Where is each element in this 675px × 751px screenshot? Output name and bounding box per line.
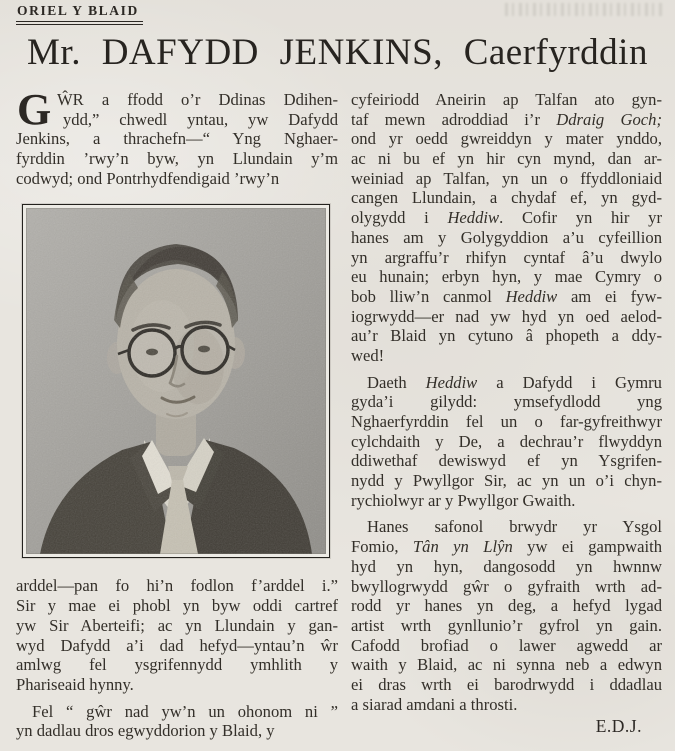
text-line: fyrddin ’rwy’n byw, yn Llundain y’m	[16, 149, 338, 169]
text-line: hyd yn hyn, dangosodd yn hwnnw	[351, 556, 662, 576]
column-left	[16, 85, 338, 741]
page-bleedthrough-artifact	[505, 3, 665, 16]
text-line: waith y Blaid, ac ni synna neb a edwyn	[351, 655, 662, 675]
portrait-photo-illustration	[26, 208, 326, 554]
portrait-photo	[22, 204, 330, 558]
text-line: taf mewn adroddiad i’r Ddraig Goch;	[351, 109, 662, 129]
text-line: Sir y mae ei phobl yn byw oddi cartref	[16, 596, 338, 616]
text-line: Fel “ gŵr nad yw’n un ohonom ni ”	[32, 701, 338, 721]
text-line: au’r Blaid yn cytuno â phopeth a ddy-	[351, 326, 662, 346]
text-line: nydd y Pwyllgor Sir, ac yn un o’i chyn-	[351, 471, 662, 491]
text-line: artist wrth gynllunio’r gyfrol yn gain.	[351, 615, 662, 635]
text-line: rodd yr hanes yn deg, a hefyd lygad	[351, 596, 662, 616]
text-line: iogrwydd—er nad yw hyd yn oed aelod-	[351, 306, 662, 326]
text-line: Jenkins, a thrachefn—“ Yng Nghaer-	[16, 129, 338, 149]
text-line: ac ni bu ef yn hir cyn mynd, dan ar-	[351, 149, 662, 169]
text-line: amlwg fel ysgrifennydd ymhlith y	[16, 655, 338, 675]
paragraph-continuation	[351, 90, 662, 366]
text-line: wyd Dafydd a’i dad hefyd—yntau’n ŵr	[16, 635, 338, 655]
paragraph-intro	[16, 85, 338, 188]
text-line: cangen Llundain, a chydaf ef, yn gyd-	[351, 188, 662, 208]
text-line: ydd,” chwedl yntau, yw Dafydd	[63, 109, 338, 129]
italic-text: Tân yn Llŷn	[412, 537, 513, 557]
text-line: hanes am y Golygyddion a’u cyfeillion	[351, 227, 662, 247]
text-line: weiniad ap Talfan, yn un o ffyddloniaid	[351, 168, 662, 188]
text-line: olygydd i Heddiw. Cofir yn hir yr	[351, 208, 662, 228]
text-line: ddiwethaf dewiswyd ef yn Ysgrifen-	[351, 451, 662, 471]
italic-text: Ddraig Goch;	[556, 109, 662, 129]
column-right	[351, 90, 662, 741]
text-line: yn argraffu’r rhifyn cyntaf â’u dwylo	[351, 247, 662, 267]
text-line: Phariseaid hynny.	[16, 674, 134, 694]
text-line: Daeth Heddiw a Dafydd i Gymru	[367, 372, 662, 392]
paragraph-lines	[351, 517, 662, 714]
article-columns	[16, 85, 662, 741]
drop-cap: G	[17, 85, 52, 134]
paragraph-fel	[16, 702, 338, 741]
text-line: Hanes safonol brwydr yr Ysgol	[367, 517, 662, 537]
text-line: ei dras wrth ei barodrwydd i ddadlau	[351, 674, 662, 694]
text-line: bob lliw’n canmol Heddiw am ei fyw-	[351, 286, 662, 306]
article-title: Mr. DAFYDD JENKINS, Caerfyrddin	[27, 32, 648, 73]
text-line: ŴR a ffodd o’r Ddinas Ddihen-	[57, 90, 338, 109]
italic-text: Heddiw	[447, 208, 500, 228]
paragraph-lines	[16, 85, 338, 188]
paragraph-below-photo	[16, 576, 338, 694]
paragraph-lines	[351, 90, 662, 366]
text-line: wed!	[351, 345, 385, 365]
text-line: ond yr oedd gwreiddyn y mater ynddo,	[351, 129, 662, 149]
italic-text: Heddiw	[505, 286, 558, 306]
paragraph-lines	[16, 702, 338, 741]
text-line: arddel—pan fo hi’n fodlon f’arddel i.”	[16, 576, 338, 596]
text-line: rychiolwyr ar y Pwyllgor Gwaith.	[351, 490, 576, 510]
paragraph-lines	[16, 576, 338, 694]
text-line: gyda’i gilydd: ymsefydlodd yng	[351, 392, 662, 412]
text-line: Fomio, Tân yn Llŷn yw ei gampwaith	[351, 537, 662, 557]
text-line: codwyd; ond Pontrhydfendigaid ’rwy’n	[16, 168, 280, 188]
text-line: Nghaerfyrddin fel un o far-gyfreithwyr	[351, 412, 662, 431]
text-line: cyfeiriodd Aneirin ap Talfan ato gyn-	[351, 90, 662, 109]
paragraph-hanes-safonol	[351, 517, 662, 714]
paragraph-daeth-heddiw	[351, 373, 662, 511]
text-line: Cafodd brofiad o lawer agwedd ar	[351, 635, 662, 655]
text-line: a siarad amdani a throsti.	[351, 694, 518, 714]
text-line: yw Sir Aberteifi; ac yn Llundain y gan-	[16, 615, 338, 635]
italic-text: Heddiw	[425, 372, 478, 392]
section-kicker: ORIEL Y BLAID	[16, 3, 143, 25]
text-line: yn dadlau dros egwyddorion y Blaid, y	[16, 721, 275, 741]
text-line: cylchdaith y De, a dechrau’r flwyddyn	[351, 431, 662, 451]
text-line: bwyllogrwydd gŵr o gyfraith wrth ad-	[351, 576, 662, 596]
text-line: eu hunain; erbyn hyn, y mae Cymry o	[351, 267, 662, 287]
author-initials: E.D.J.	[595, 716, 642, 737]
paragraph-lines	[351, 373, 662, 511]
